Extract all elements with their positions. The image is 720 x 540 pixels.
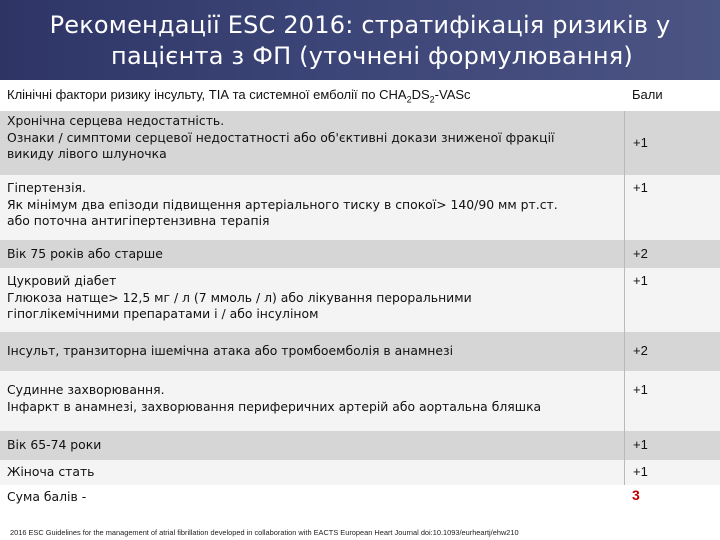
risk-factor-table: [0, 80, 720, 511]
factor-cell: [0, 240, 624, 268]
points-cell: [624, 111, 720, 175]
points-cell: [624, 485, 720, 511]
factor-line: Цукровий діабет: [7, 273, 117, 288]
header-suffix: -VASc: [434, 87, 471, 102]
points-cell: [624, 240, 720, 268]
factor-line: Глюкоза натще> 12,5 мг / л (7 ммоль / л) або лікування пероральними: [7, 289, 472, 305]
points-value: +2: [633, 246, 648, 261]
points-cell: [624, 460, 720, 485]
header-sub-2: 2: [429, 94, 435, 105]
citation-footer: 2016 ESC Guidelines for the management of atrial fibrillation developed in collaboration with EACTS European Heart Journal doi:10.1093/eurheartj/ehw210: [10, 528, 519, 537]
points-cell: [624, 371, 720, 431]
table-header-row: [0, 80, 720, 111]
factor-cell: [0, 175, 624, 240]
factor-line: Як мінімум два епізоди підвищення артеріального тиску в спокої> 140/90 мм рт.ст.: [7, 196, 558, 212]
factor-cell: [0, 332, 624, 371]
slide-title: [0, 10, 720, 72]
table-row: [0, 240, 720, 268]
factor-line: Гіпертензія.: [7, 180, 86, 195]
factor-line: Інсульт, транзиторна ішемічна атака або тромбоемболія в анамнезі: [7, 343, 454, 358]
points-value: +1: [633, 134, 648, 150]
table-row: [0, 431, 720, 460]
factor-line: Вік 75 років або старше: [7, 246, 163, 261]
header-points-cell: [624, 80, 720, 111]
points-value: +1: [633, 437, 648, 452]
factor-cell: [0, 431, 624, 460]
points-cell: [624, 268, 720, 332]
points-value: +1: [633, 382, 648, 397]
points-value: +1: [633, 464, 648, 479]
title-line-2: пацієнта з ФП (уточнені формулювання): [111, 42, 633, 70]
points-cell: [624, 431, 720, 460]
factor-line: Хронічна серцева недостатність.: [7, 113, 225, 128]
factor-line: гіпоглікемічними препаратами і / або інсуліном: [7, 306, 319, 322]
total-points-value: 3: [632, 487, 640, 503]
table-row: [0, 111, 720, 175]
factor-cell: [0, 371, 624, 431]
header-mid: DS: [411, 87, 430, 102]
factor-cell: [0, 460, 624, 485]
factor-line: Ознаки / симптоми серцевої недостатності або об'єктивні докази зниженої фракції: [7, 129, 555, 145]
factor-line: Інфаркт в анамнезі, захворювання периферичних артерій або аортальна бляшка: [7, 398, 542, 414]
table-row: [0, 332, 720, 371]
table-row-total: [0, 485, 720, 511]
factor-cell: [0, 268, 624, 332]
points-cell: [624, 175, 720, 240]
factor-line: Жіноча стать: [7, 464, 95, 479]
table-row: [0, 371, 720, 431]
points-cell: [624, 332, 720, 371]
factor-line: Судинне захворювання.: [7, 382, 165, 397]
points-value: +1: [633, 273, 648, 288]
factor-cell: [0, 111, 624, 175]
header-points-label: Бали: [632, 87, 663, 102]
factor-line: або поточна антигіпертензивна терапія: [7, 213, 270, 229]
points-value: +1: [633, 180, 648, 195]
table-row: [0, 175, 720, 240]
factor-line: викиду лівого шлуночка: [7, 146, 167, 162]
table-row: [0, 268, 720, 332]
factor-cell: [0, 485, 624, 511]
title-line-1: Рекомендації ESC 2016: стратифікація ризиків у: [49, 11, 671, 39]
total-label: Сума балів -: [7, 489, 87, 504]
table-row: [0, 460, 720, 485]
header-factor-cell: [0, 80, 624, 111]
header-factor-label: Клінічні фактори ризику інсульту, ТІА та системної емболії по CHA: [7, 87, 407, 102]
factor-line: Вік 65-74 роки: [7, 437, 102, 452]
header-sub-1: 2: [406, 94, 412, 105]
points-value: +2: [633, 343, 648, 358]
